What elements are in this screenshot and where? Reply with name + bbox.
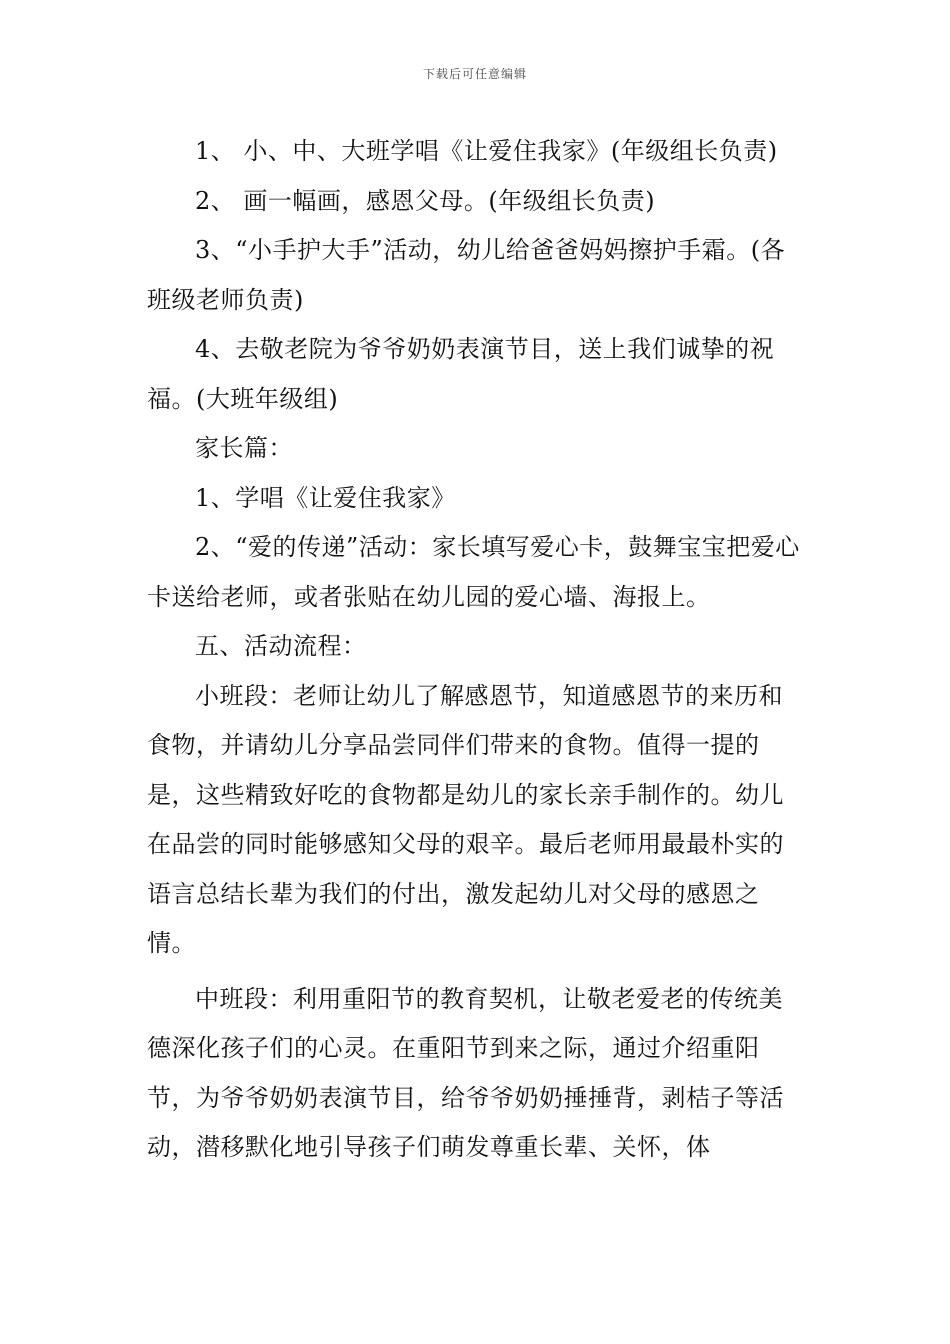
paragraph-item-1: 1、 小、中、大班学唱《让爱住我家》(年级组长负责) [195, 137, 778, 165]
section-heading-process: 五、活动流程： [195, 632, 367, 660]
section-heading-parents: 家长篇： [195, 434, 293, 462]
paragraph-parents-2: 2、“爱的传递”活动：家长填写爱心卡，鼓舞宝宝把爱心卡送给老师，或者张贴在幼儿园的爱心墙、海报上。 [147, 533, 800, 611]
paragraph-small-class: 小班段：老师让幼儿了解感恩节，知道感恩节的来历和食物，并请幼儿分享品尝同伴们带来的食物。值得一提的是，这些精致好吃的食物都是幼儿的家长亲手制作的。幼儿在品尝的同时能够感知父母的艰辛。最后老师用最最朴实的语言总结长辈为我们的付出，激发起幼儿对父母的感恩之情。 [147, 681, 784, 957]
document-body [147, 127, 807, 1173]
paragraph-item-3: 3、“小手护大手”活动，幼儿给爸爸妈妈擦护手霜。(各班级老师负责) [147, 236, 786, 314]
page-header-note: 下载后可任意编辑 [422, 67, 527, 81]
paragraph-middle-class: 中班段：利用重阳节的教育契机，让敬老爱老的传统美德深化孩子们的心灵。在重阳节到来之际，通过介绍重阳节，为爷爷奶奶表演节目，给爷爷奶奶捶捶背，剥桔子等活动，潜移默化地引导孩子们萌发尊重长辈、关怀，体 [147, 984, 784, 1161]
paragraph-item-2: 2、 画一幅画，感恩父母。(年级组长负责) [195, 186, 656, 215]
paragraph-parents-1: 1、学唱《让爱住我家》 [195, 483, 456, 512]
paragraph-item-4: 4、去敬老院为爷爷奶奶表演节目，送上我们诚挚的祝福。(大班年级组) [147, 335, 775, 413]
